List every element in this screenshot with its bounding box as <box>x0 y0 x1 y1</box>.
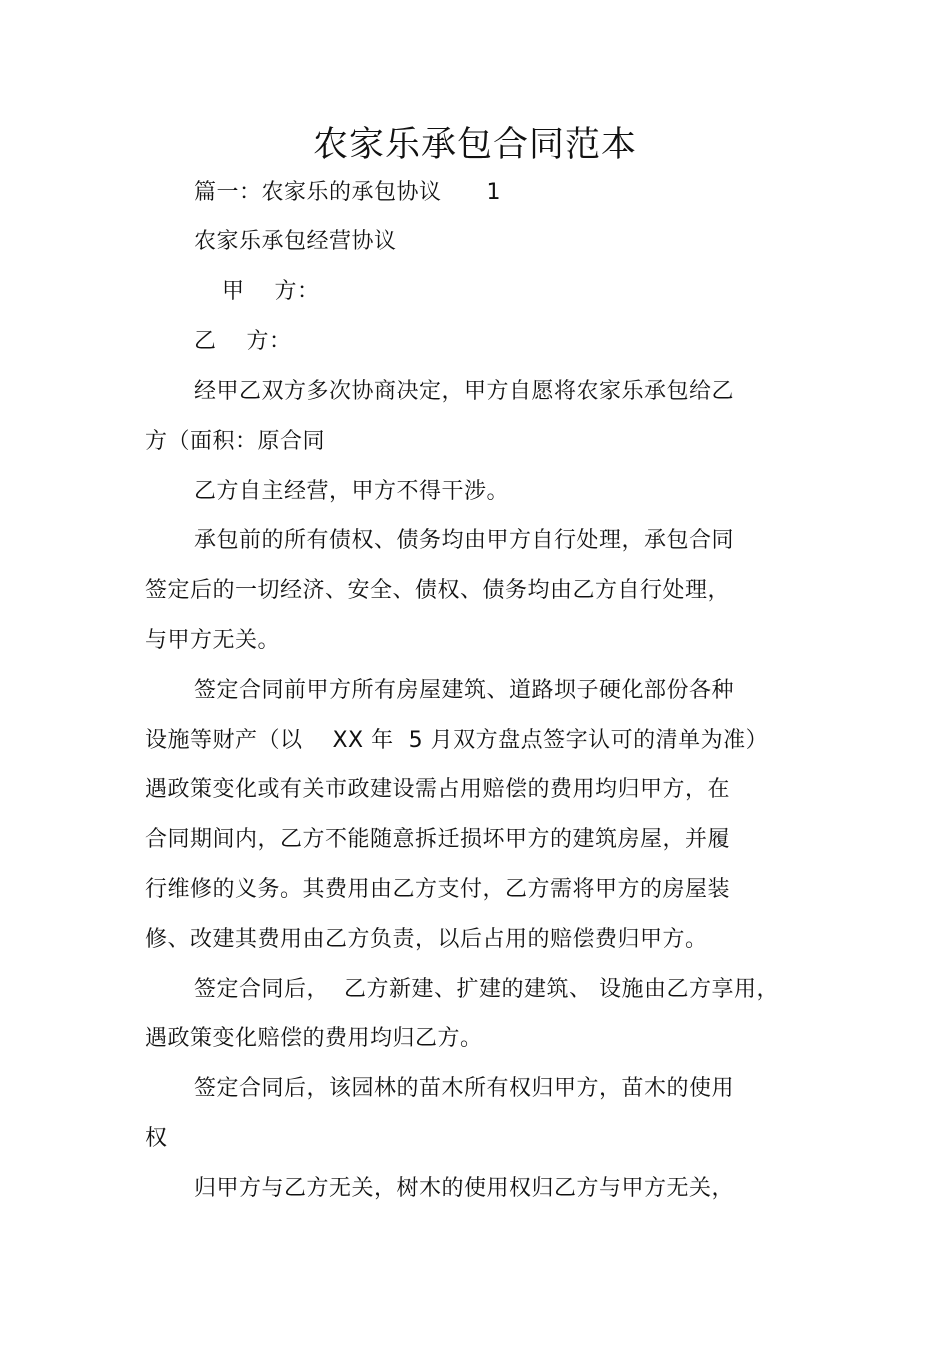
document-title: 农家乐承包合同范本 <box>312 125 637 165</box>
paragraph-line: 遇政策变化或有关市政建设需占用赔偿的费用均归甲方，在 <box>145 777 731 802</box>
paragraph-line: 经甲乙双方多次协商决定，甲方自愿将农家乐承包给乙 <box>194 379 735 404</box>
agreement-name: 农家乐承包经营协议 <box>194 229 397 254</box>
paragraph-line: 修、改建其费用由乙方负责，以后占用的赔偿费归甲方。 <box>145 927 708 952</box>
paragraph-line: 权 <box>145 1126 168 1151</box>
paragraph-line: 合同期间内，乙方不能随意拆迁损坏甲方的建筑房屋，并履 <box>145 827 731 852</box>
paragraph-line: 签定合同后， 乙方新建、扩建的建筑、 设施由乙方享用， <box>194 977 779 1002</box>
paragraph-line: 行维修的义务。其费用由乙方支付，乙方需将甲方的房屋装 <box>145 877 731 902</box>
paragraph-line: 与甲方无关。 <box>145 628 281 653</box>
paragraph-line: 设施等财产（以 XX 年 5 月双方盘点签字认可的清单为准） <box>145 728 769 753</box>
paragraph-line: 签定后的一切经济、安全、债权、债务均由乙方自行处理， <box>145 578 731 603</box>
paragraph-line: 签定合同后，该园林的苗木所有权归甲方，苗木的使用 <box>194 1076 735 1101</box>
paragraph-line: 归甲方与乙方无关，树木的使用权归乙方与甲方无关， <box>194 1176 735 1201</box>
party-b-line: 乙 方： <box>194 329 292 354</box>
paragraph-line: 承包前的所有债权、债务均由甲方自行处理，承包合同 <box>194 528 735 553</box>
paragraph-line: 签定合同前甲方所有房屋建筑、道路坝子硬化部份各种 <box>194 678 735 703</box>
section-heading: 篇一：农家乐的承包协议 1 <box>194 180 501 205</box>
party-a-line: 甲 方： <box>222 279 320 304</box>
paragraph-line: 遇政策变化赔偿的费用均归乙方。 <box>145 1026 483 1051</box>
paragraph-line: 方（面积：原合同 <box>145 429 326 454</box>
paragraph-line: 乙方自主经营，甲方不得干涉。 <box>194 479 510 504</box>
